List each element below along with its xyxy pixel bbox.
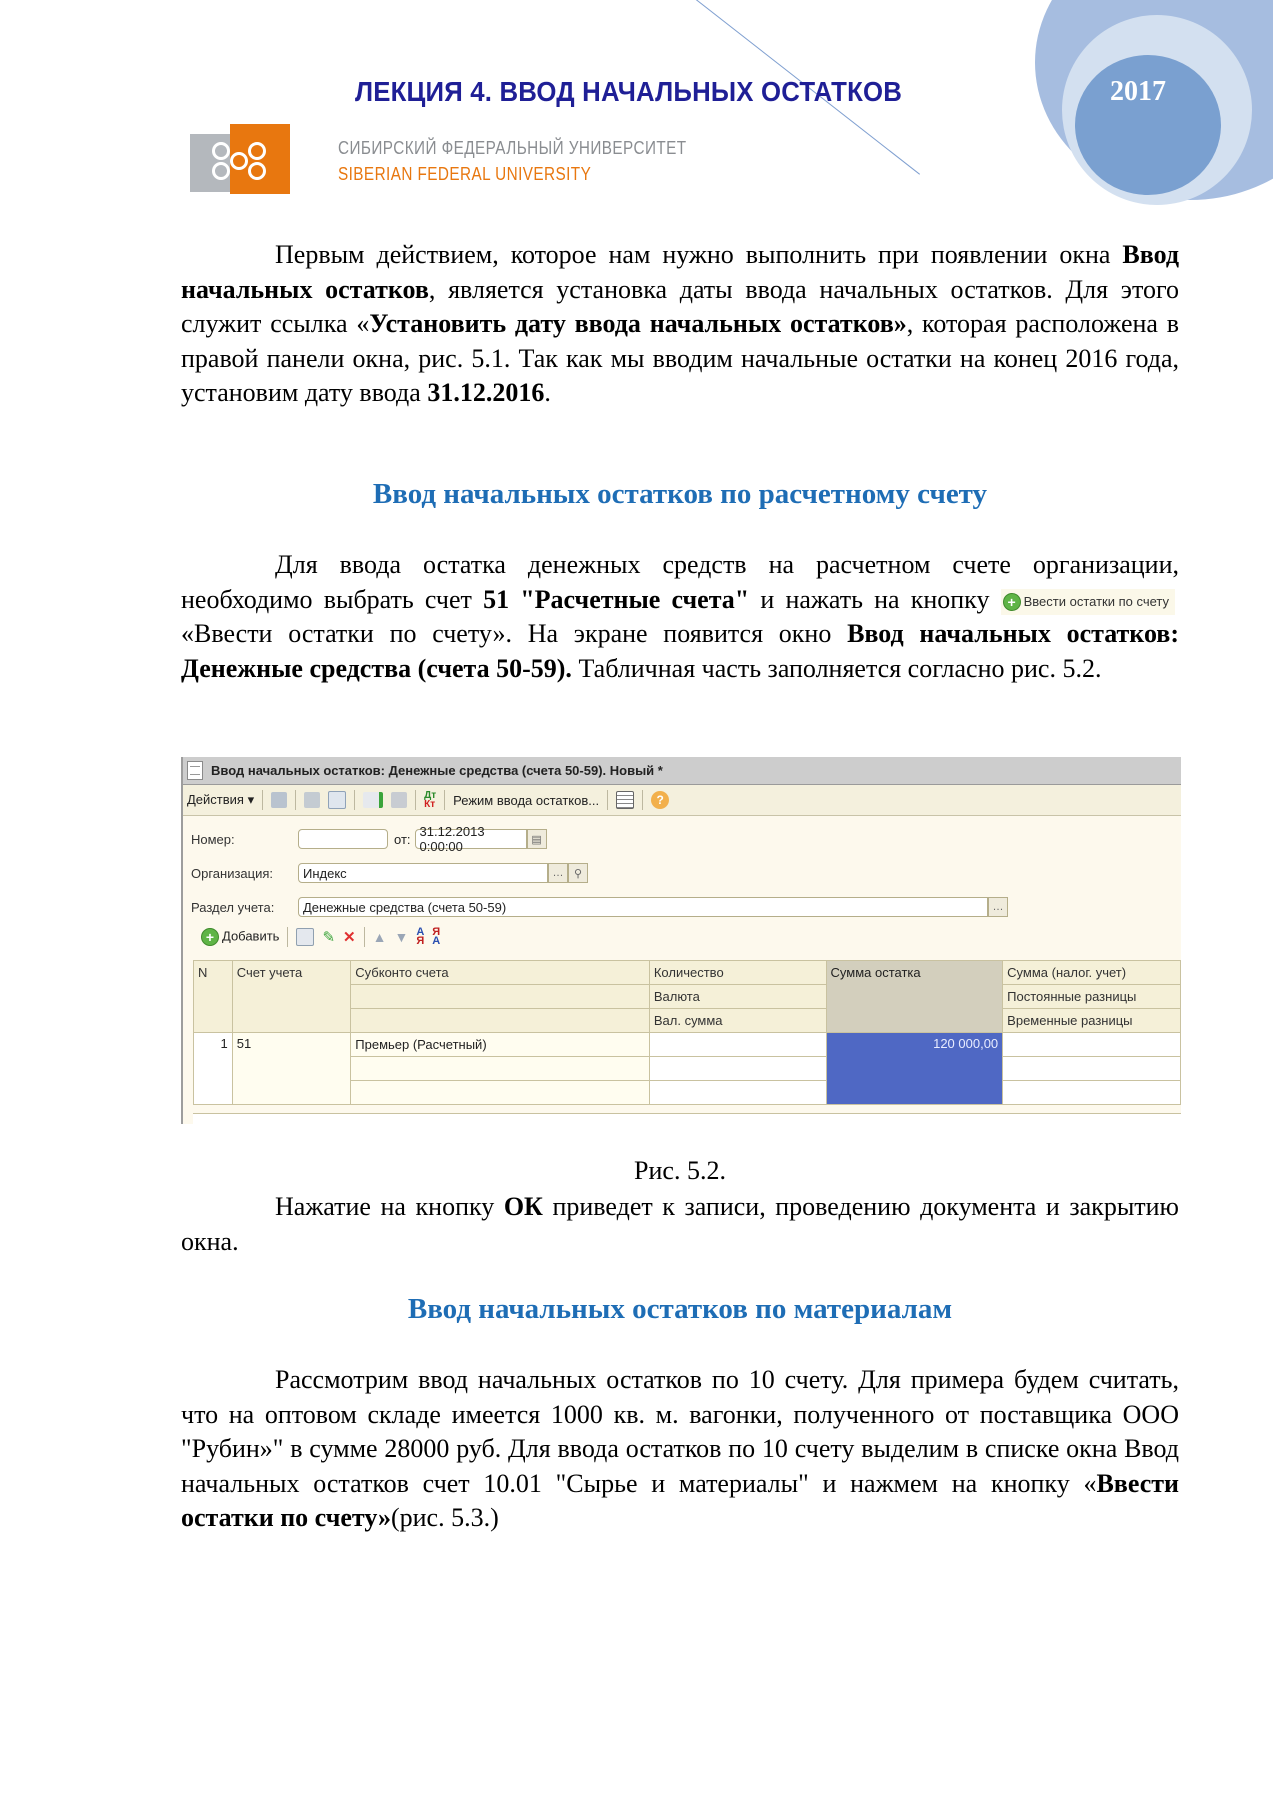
refresh-icon[interactable] — [304, 792, 320, 808]
select-ellipsis-button[interactable]: … — [988, 897, 1008, 917]
column-header-n[interactable]: N — [194, 961, 233, 1033]
university-logo — [190, 124, 750, 196]
plus-icon: + — [1003, 593, 1021, 611]
date-label: от: — [394, 831, 411, 847]
add-row-button[interactable]: + Добавить — [201, 928, 279, 946]
dialog-title-bar — [183, 757, 1181, 785]
number-label: Номер: — [191, 831, 235, 847]
move-down-icon[interactable]: ▼ — [394, 929, 409, 945]
toolbar-separator — [444, 790, 445, 810]
table-empty-area — [193, 1113, 1181, 1124]
figure-caption: Рис. 5.2. — [634, 1156, 726, 1185]
opening-balance-dialog — [181, 757, 1181, 1124]
cell-row-number[interactable]: 1 — [194, 1033, 233, 1105]
cell-tax-sum[interactable] — [1003, 1033, 1181, 1057]
section2-paragraph: Рассмотрим ввод начальных остатков по 10 счету. Для примера будем считать, что на оптовом складе имеется 1000 кв. м. вагонки, полученного от поставщика ООО "Рубин»" в сумме 28000 руб. Для ввода остатков по 10 счету выделим в списке окна Ввод начальных остатков счет 10.01 "Сырье и материалы" и нажмем на кнопку «Ввести остатки по счету»(рис. 5.3.) — [181, 1365, 1179, 1532]
lecture-title: ЛЕКЦИЯ 4. ВВОД НАЧАЛЬНЫХ ОСТАТКОВ — [355, 76, 903, 107]
column-header-quantity[interactable]: Количество — [649, 961, 826, 985]
move-up-icon[interactable]: ▲ — [372, 929, 387, 945]
section-heading-bank-account: Ввод начальных остатков по расчетному счету — [372, 478, 988, 510]
date-field[interactable]: 31.12.2013 0:00:00 — [415, 829, 527, 849]
column-header-subconto[interactable]: Субконто счета — [351, 961, 650, 985]
accounting-section-label: Раздел учета: — [191, 899, 275, 915]
toolbar-separator — [262, 790, 263, 810]
post-and-close-icon[interactable] — [271, 792, 287, 808]
number-field[interactable] — [298, 829, 388, 849]
dialog-title: Ввод начальных остатков: Денежные средства (счета 50-59). Новый * — [211, 763, 663, 778]
cell-balance-sum-selected[interactable]: 120 000,00 — [826, 1033, 1003, 1105]
copy-row-icon[interactable] — [296, 928, 314, 946]
cell-subconto[interactable]: Премьер (Расчетный) — [351, 1033, 650, 1057]
document-icon — [187, 761, 203, 780]
column-header-temporary-diff[interactable]: Временные разницы — [1003, 1009, 1181, 1033]
toolbar-separator — [295, 790, 296, 810]
toolbar-separator — [415, 790, 416, 810]
cell-currency-sum[interactable] — [649, 1081, 826, 1105]
sort-ascending-icon[interactable]: А Я — [416, 926, 425, 947]
post-document-icon[interactable] — [363, 792, 383, 808]
section-heading-materials: Ввод начальных остатков по материалам — [407, 1293, 953, 1325]
cell-permanent-diff[interactable] — [1003, 1057, 1181, 1081]
calendar-icon[interactable]: ▤ — [527, 829, 547, 849]
dialog-toolbar — [183, 785, 1181, 816]
logo-text-en: SIBERIAN FEDERAL UNIVERSITY — [338, 164, 592, 184]
search-icon[interactable]: ⚲ — [568, 863, 588, 883]
ok-paragraph: Нажатие на кнопку ОК приведет к записи, проведению документа и закрытию окна. — [181, 1192, 1179, 1256]
delete-icon[interactable]: ✕ — [343, 929, 356, 946]
edit-pencil-icon[interactable]: ✎ — [322, 929, 336, 946]
intro-paragraph: Первым действием, которое нам нужно выполнить при появлении окна Ввод начальных остатков, является установка даты ввода начальных остатков. Для этого служит ссылка «Установить дату ввода начальных остатков», которая расположена в правой панели окна, рис. 5.1. Так как мы вводим начальные остатки на конец 2016 года, установим дату ввода 31.12.2016. — [181, 240, 1180, 407]
toolbar-separator — [364, 927, 365, 947]
organization-label: Организация: — [191, 865, 274, 881]
copy-document-icon[interactable] — [328, 791, 346, 809]
unpost-document-icon[interactable] — [391, 792, 407, 808]
list-settings-icon[interactable] — [616, 791, 634, 809]
column-header-subconto-2 — [351, 985, 650, 1009]
actions-menu-button[interactable]: Действия ▾ — [187, 792, 255, 807]
dialog-form — [183, 816, 1181, 956]
cell-currency[interactable] — [649, 1057, 826, 1081]
column-header-currency-sum[interactable]: Вал. сумма — [649, 1009, 826, 1033]
section1-paragraph: Для ввода остатка денежных средств на расчетном счете организации, необходимо выбрать счет 51 "Расчетные счета" и нажать на кнопку + Ввести остатки по счету«Ввести остатки по счету». На экране появится окно Ввод начальных остатков: Денежные средства (счета 50-59). Табличная часть заполняется согласно рис. 5.2. — [181, 550, 1179, 683]
cell-subconto-2[interactable] — [351, 1057, 650, 1081]
balance-entry-mode-button[interactable]: Режим ввода остатков... — [453, 792, 600, 808]
logo-text-ru: СИБИРСКИЙ ФЕДЕРАЛЬНЫЙ УНИВЕРСИТЕТ — [338, 138, 687, 158]
select-ellipsis-button[interactable]: … — [548, 863, 568, 883]
toolbar-separator — [354, 790, 355, 810]
balances-table — [193, 960, 1181, 1105]
cell-account[interactable]: 51 — [232, 1033, 351, 1105]
sort-descending-icon[interactable]: Я А — [432, 926, 441, 947]
toolbar-separator — [287, 927, 288, 947]
column-header-balance-sum[interactable]: Сумма остатка — [826, 961, 1003, 1033]
toolbar-separator — [607, 790, 608, 810]
plus-icon: + — [201, 928, 219, 946]
organization-field[interactable]: Индекс — [298, 863, 548, 883]
logo-emblem-icon — [212, 142, 272, 182]
column-header-subconto-3 — [351, 1009, 650, 1033]
toolbar-separator — [642, 790, 643, 810]
table-row[interactable] — [194, 1033, 1181, 1057]
cell-temporary-diff[interactable] — [1003, 1081, 1181, 1105]
cell-subconto-3[interactable] — [351, 1081, 650, 1105]
header-year: 2017 — [1110, 76, 1166, 107]
debit-credit-icon[interactable]: Дт Кт — [424, 790, 437, 810]
enter-balance-by-account-button-image: + Ввести остатки по счету — [1001, 589, 1175, 615]
column-header-account[interactable]: Счет учета — [232, 961, 351, 1033]
column-header-tax-sum[interactable]: Сумма (налог. учет) — [1003, 961, 1181, 985]
table-toolbar — [191, 924, 1173, 950]
column-header-permanent-diff[interactable]: Постоянные разницы — [1003, 985, 1181, 1009]
help-icon[interactable]: ? — [651, 791, 669, 809]
accounting-section-field[interactable]: Денежные средства (счета 50-59) — [298, 897, 988, 917]
cell-quantity[interactable] — [649, 1033, 826, 1057]
column-header-currency[interactable]: Валюта — [649, 985, 826, 1009]
